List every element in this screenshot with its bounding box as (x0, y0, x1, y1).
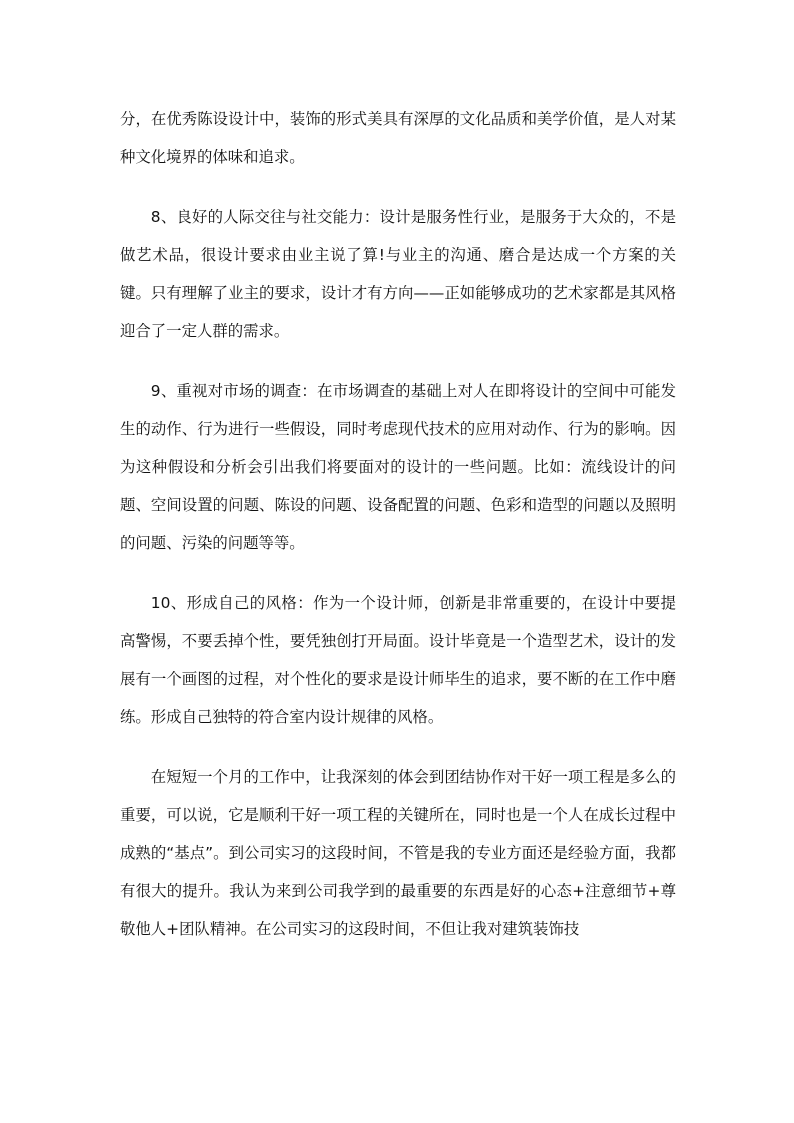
document-body (120, 100, 676, 970)
paragraph-item-9: 9、重视对市场的调查：在市场调查的基础上对人在即将设计的空间中可能发生的动作、行为进行一些假设，同时考虑现代技术的应用对动作、行为的影响。因为这种假设和分析会引出我们将要面对的设计的一些问题。比如：流线设计的问题、空间设置的问题、陈设的问题、设备配置的问题、色彩和造型的问题以及照明的问题、污染的问题等等。 (120, 382, 676, 552)
paragraph-summary: 在短短一个月的工作中，让我深刻的体会到团结协作对干好一项工程是多么的重要，可以说，它是顺利干好一项工程的关键所在，同时也是一个人在成长过程中成熟的“基点”。到公司实习的这段时间，不管是我的专业方面还是经验方面，我都有很大的提升。我认为来到公司我学到的最重要的东西是好的心态+注意细节+尊敬他人+团队精神。在公司实习的这段时间，不但让我对建筑装饰技 (120, 768, 676, 938)
paragraph-continuation: 分，在优秀陈设设计中，装饰的形式美具有深厚的文化品质和美学价值，是人对某种文化境界的体味和追求。 (120, 110, 676, 166)
paragraph-item-10: 10、形成自己的风格：作为一个设计师，创新是非常重要的，在设计中要提高警惕，不要丢掉个性，要凭独创打开局面。设计毕竟是一个造型艺术，设计的发展有一个画图的过程，对个性化的要求是设计师毕生的追求，要不断的在工作中磨练。形成自己独特的符合室内设计规律的风格。 (120, 594, 676, 726)
paragraph-item-8: 8、良好的人际交往与社交能力：设计是服务性行业，是服务于大众的，不是做艺术品，很设计要求由业主说了算!与业主的沟通、磨合是达成一个方案的关键。只有理解了业主的要求，设计才有方向——正如能够成功的艺术家都是其风格迎合了一定人群的需求。 (120, 208, 676, 340)
